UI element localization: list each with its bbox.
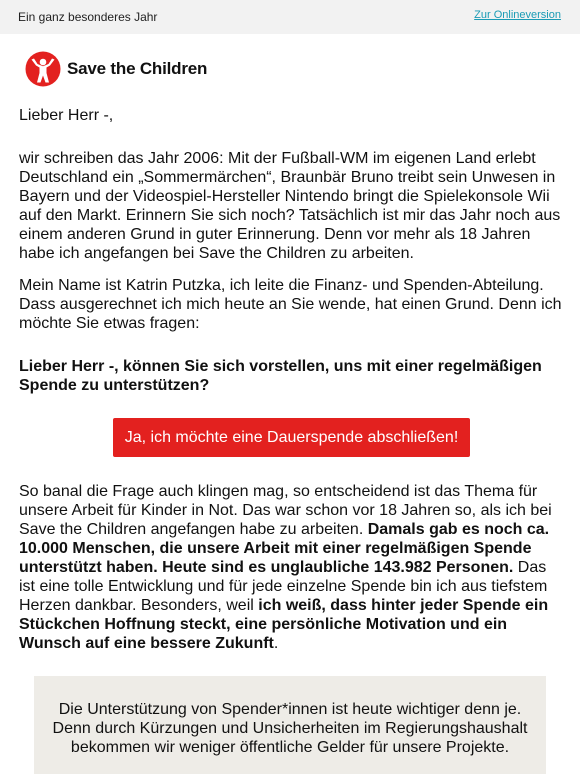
bold-hope-statement: ich weiß, dass hinter jeder Spende ein Stückchen Hoffnung steckt, eine persönliche Motivation und ein Wunsch auf eine bessere Zukunft — [19, 597, 549, 652]
online-version-link[interactable]: Zur Onlineversion — [474, 9, 561, 21]
letter-body — [19, 106, 564, 653]
info-box-text: Die Unterstützung von Spender*innen ist heute wichtiger denn je. Denn durch Kürzungen und Unsicherheiten im Regierungshaushalt bekommen wir weniger öffentliche Gelder für unsere Projekte. — [52, 701, 528, 756]
paragraph-text: So banal die Frage auch klingen mag, so entscheidend ist das Thema für unsere Arbeit für Kinder in Not. Das war schon vor 18 Jahren so, als ich bei Save the Children angefangen habe zu arbeiten. — [19, 483, 552, 538]
greeting: Lieber Herr -, — [19, 107, 114, 124]
recurring-donation-button[interactable]: Ja, ich möchte eine Dauerspende abschließen! — [113, 418, 471, 457]
donation-question: Lieber Herr -, können Sie sich vorstellen, uns mit einer regelmäßigen Spende zu unterstützen? — [19, 358, 542, 394]
paragraph-introduction-author: Mein Name ist Katrin Putzka, ich leite die Finanz- und Spenden-Abteilung. Dass ausgerechnet ich mich heute an Sie wende, hat einen Grund. Denn ich möchte Sie etwas fragen: — [19, 277, 562, 332]
paragraph-intro: wir schreiben das Jahr 2006: Mit der Fußball-WM im eigenen Land erlebt Deutschland ein „Sommermärchen“, Braunbär Bruno treibt sein Unwesen in Bayern und der Videospiel-Hersteller Nintendo bringt die Spielekonsole Wii auf den Markt. Erinnern Sie sich noch? Tatsächlich ist mir das Jahr noch aus einem anderen Grund in guter Erinnerung. Denn vor mehr als 18 Jahren habe ich angefangen bei Save the Children zu arbeiten. — [19, 150, 561, 262]
save-the-children-logo[interactable] — [25, 50, 207, 88]
cta-wrapper — [19, 418, 564, 457]
top-bar — [0, 0, 580, 34]
bold-donor-stats: Damals gab es noch ca. 10.000 Menschen, die unsere Arbeit mit einer regelmäßigen Spende unterstützt haben. Heute sind es unglaubliche 143.982 Personen. — [19, 521, 550, 576]
paragraph-text: . — [273, 635, 279, 652]
paragraph-text: Das ist eine tolle Entwicklung und für jede einzelne Spende bin ich aus tiefstem Herzen dankbar. Besonders, weil — [19, 559, 548, 614]
save-the-children-figure-icon — [25, 51, 61, 87]
logo-wordmark: Save the Children — [67, 59, 208, 78]
preheader-text: Ein ganz besonderes Jahr — [18, 10, 158, 24]
info-box — [34, 676, 546, 774]
paragraph-donor-growth — [19, 482, 564, 653]
